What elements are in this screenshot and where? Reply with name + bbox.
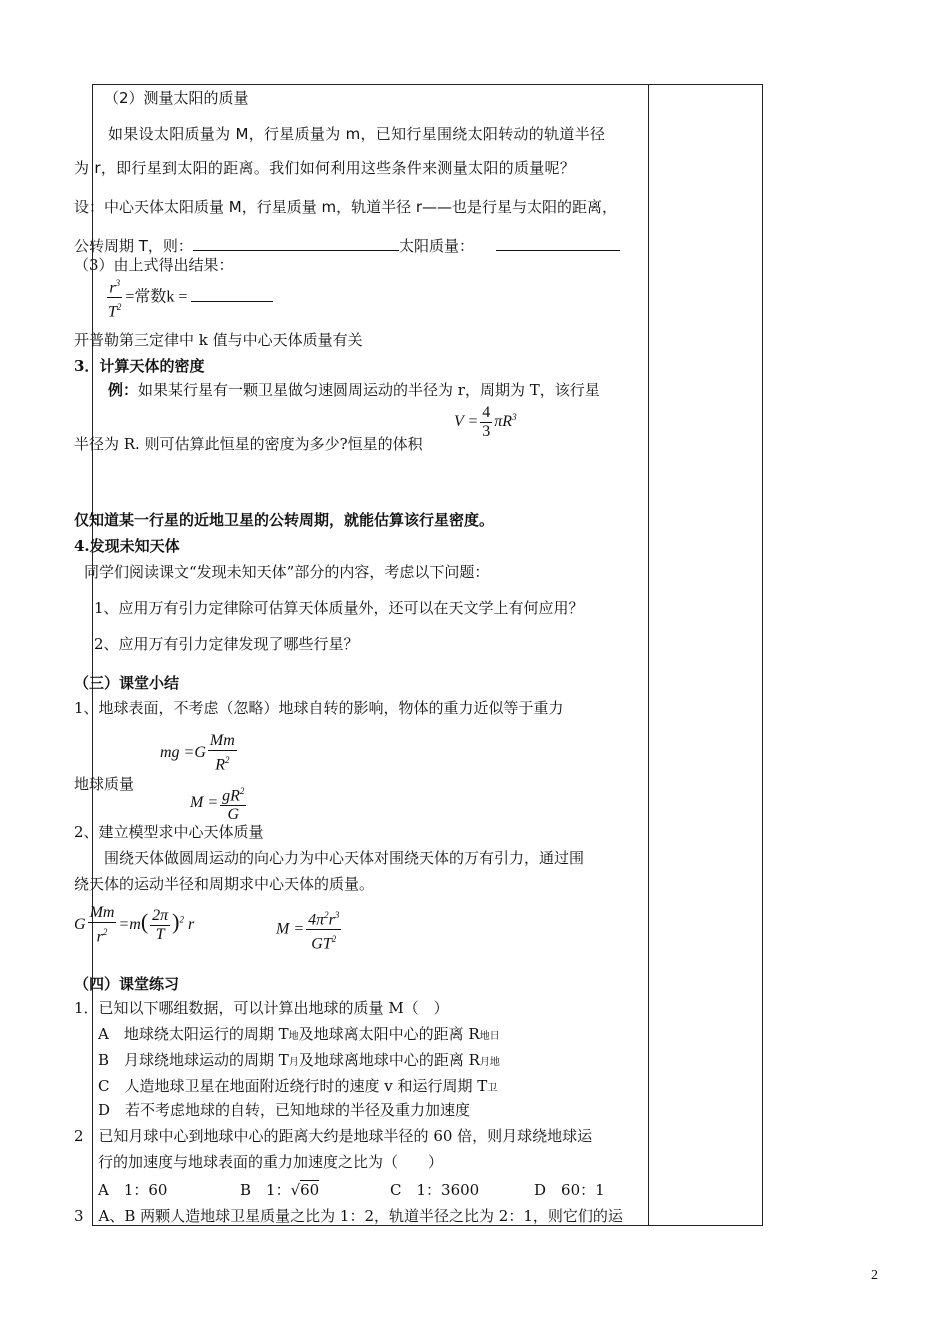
paragraph-line: 为 r，即行星到太阳的距离。我们如何利用这些条件来测量太阳的质量呢？ <box>74 159 576 177</box>
practice-q2-option-a: A 1：60 <box>98 1181 168 1199</box>
practice-q3: 3 A、B 两颗人造地球卫星质量之比为 1：2，轨道半径之比为 2：1，则它们的运 <box>74 1207 623 1225</box>
earth-mass-formula: M = $\frac{gR^2}{G}$ <box>190 782 248 824</box>
section-title-result: （3）由上式得出结果： <box>74 256 234 274</box>
blank-k <box>191 287 273 302</box>
question-2: 2、应用万有引力定律发现了哪些行星？ <box>94 635 359 653</box>
summary-paragraph: 绕天体的运动半径和周期求中心天体的质量。 <box>74 875 375 893</box>
central-force-formula: G $\frac{Mm}{r^2}$ =m( $\frac{2\pi}{T}$ )$^2$ r <box>74 904 195 946</box>
section-title-measure-sun: （2）测量太阳的质量 <box>104 89 249 107</box>
volume-formula: V = $\frac{4}{3}$ $\pi R^3$ <box>454 404 517 440</box>
paragraph-line <box>74 236 474 256</box>
blank-formula <box>193 236 399 251</box>
sun-mass-label: 太阳质量： <box>398 237 474 255</box>
example-line: 例：如果某行星有一颗卫星做匀速圆周运动的半径为 r，周期为 T，该行星 <box>108 381 600 399</box>
reading-prompt: 同学们阅读课文“发现未知天体”部分的内容，考虑以下问题： <box>84 563 490 581</box>
page-number: 2 <box>871 1268 878 1283</box>
kepler-note: 开普勒第三定律中 k 值与中心天体质量有关 <box>74 331 363 349</box>
heading-density: 3．计算天体的密度 <box>74 357 205 375</box>
practice-q2: 2 已知月球中心到地球中心的距离大约是地球半径的 60 倍，则月球绕地球运 <box>74 1127 593 1145</box>
blank-sun-mass <box>496 236 620 251</box>
practice-q1: 1．已知以下哪组数据，可以计算出地球的质量 M（ ） <box>74 999 449 1017</box>
central-mass-formula: M = $\frac{4\pi^2r^3}{GT^2}$ <box>276 906 343 954</box>
practice-q1-option-b: B 月球绕地球运动的周期 T月及地球离地球中心的距离 R月地 <box>98 1051 500 1069</box>
practice-q2-option-c: C 1：3600 <box>390 1181 480 1199</box>
practice-q2-option-b: B 1：√60 <box>240 1181 320 1199</box>
summary-point-1: 1、地球表面，不考虑（忽略）地球自转的影响，物体的重力近似等于重力 <box>74 699 564 717</box>
practice-q1-option-c: C 人造地球卫星在地面附近绕行时的速度 v 和运行周期 T卫 <box>98 1077 498 1095</box>
example-line-2: 半径为 R. 则可估算此恒星的密度为多少?恒星的体积 <box>74 435 423 453</box>
paragraph-line: 如果设太阳质量为 M，行星质量为 m，已知行星围绕太阳转动的轨道半径 <box>108 125 606 143</box>
practice-q2-line2: 行的加速度与地球表面的重力加速度之比为（ ） <box>98 1153 444 1171</box>
summary-point-2: 2、建立模型求中心天体质量 <box>74 823 264 841</box>
heading-practice: （四）课堂练习 <box>74 975 180 993</box>
table-column-divider <box>648 84 649 1226</box>
summary-paragraph: 围绕天体做圆周运动的向心力为中心天体对围绕天体的万有引力，通过围 <box>104 849 585 867</box>
heading-summary: （三）课堂小结 <box>74 674 180 692</box>
paragraph-line: 设：中心天体太阳质量 M，行星质量 m，轨道半径 r——也是行星与太阳的距离， <box>74 198 618 216</box>
density-conclusion: 仅知道某一行星的近地卫星的公转周期，就能估算该行星密度。 <box>74 511 495 529</box>
period-label: 公转周期 T，则： <box>74 237 193 255</box>
practice-q1-option-d: D 若不考虑地球的自转，已知地球的半径及重力加速度 <box>98 1101 471 1119</box>
gravity-formula: mg =G $\frac{Mm}{R^2}$ <box>160 732 235 774</box>
kepler-formula: $\frac{r^3}{T^2}$ =常数k = <box>104 274 273 322</box>
heading-unknown-bodies: 4.发现未知天体 <box>74 537 180 555</box>
practice-q1-option-a: A 地球绕太阳运行的周期 T地及地球离太阳中心的距离 R地日 <box>98 1025 500 1043</box>
question-1: 1、应用万有引力定律除可估算天体质量外，还可以在天文学上有何应用？ <box>94 599 584 617</box>
earth-mass-label: 地球质量 <box>74 775 135 793</box>
practice-q2-option-d: D 60：1 <box>534 1181 605 1199</box>
